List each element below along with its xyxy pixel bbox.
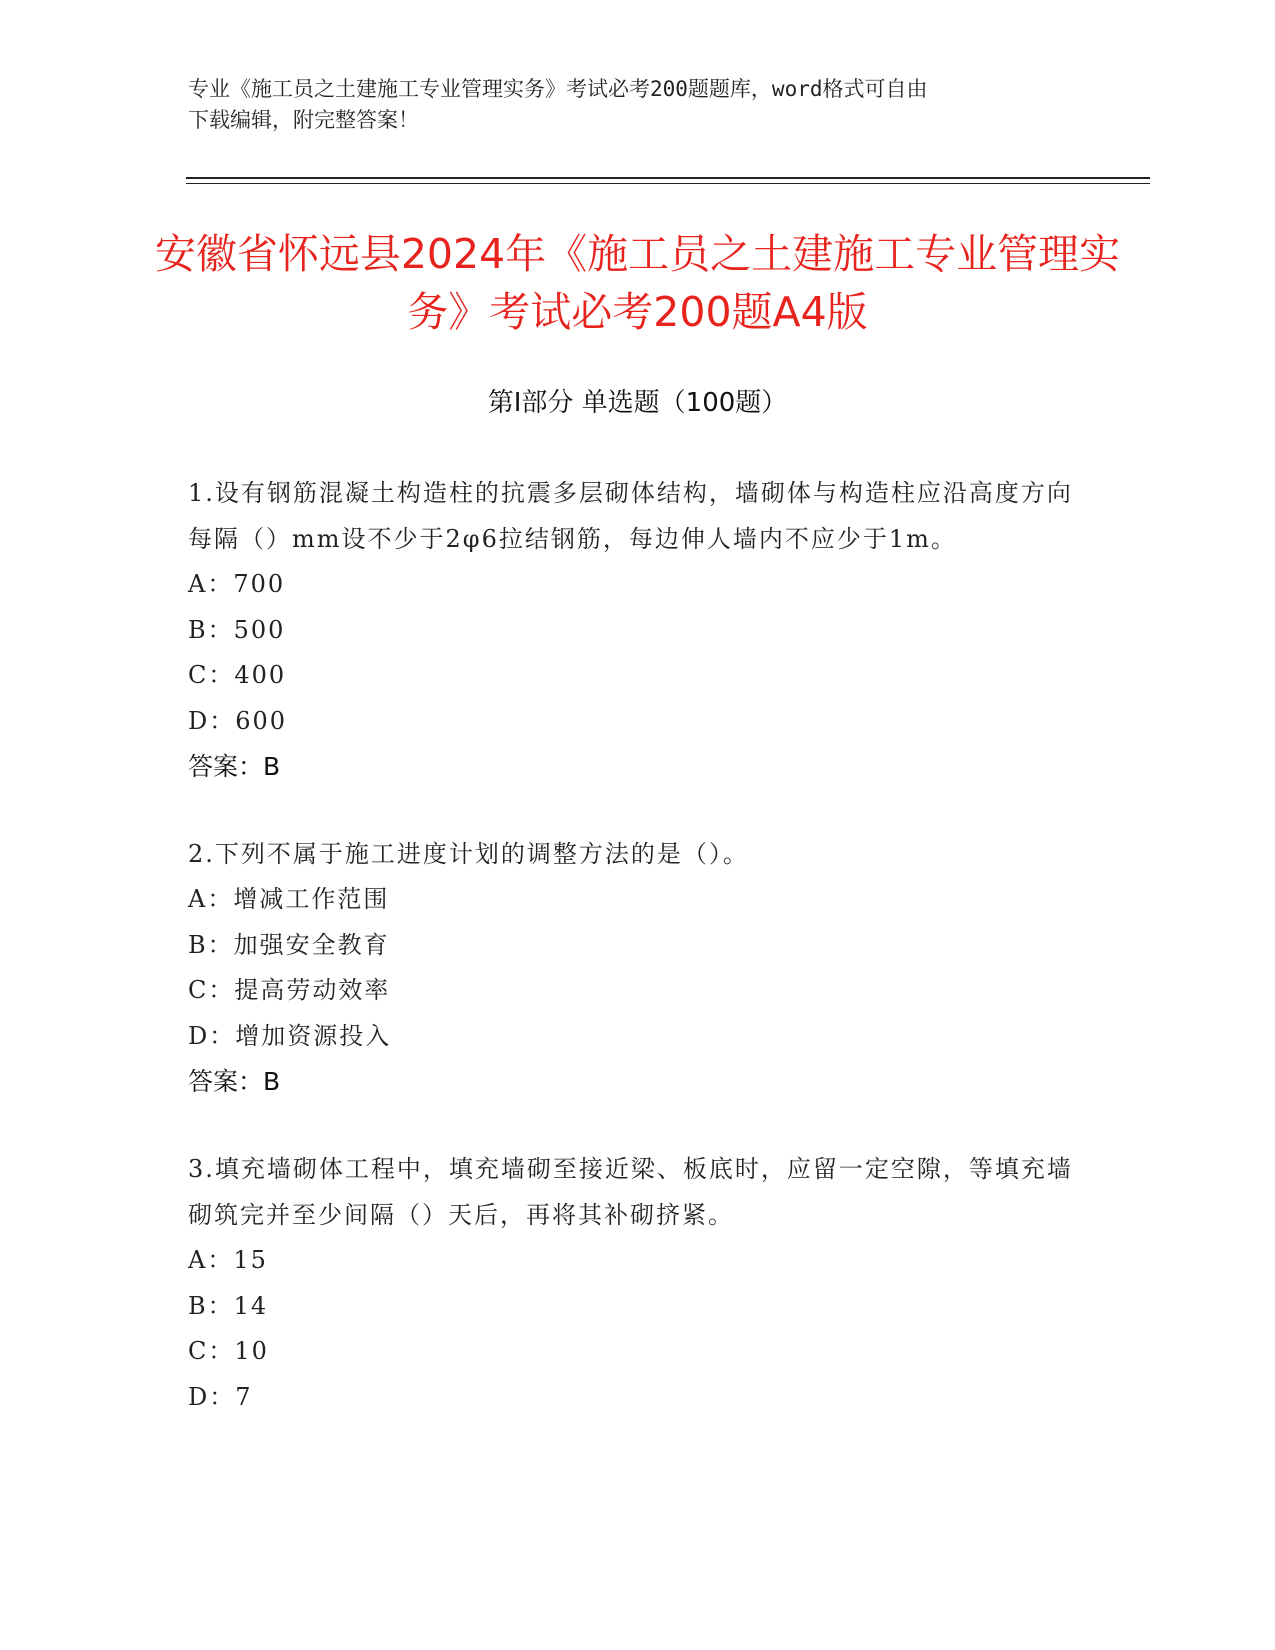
- question-list: [188, 470, 1088, 1420]
- question-stem: 1.设有钢筋混凝土构造柱的抗震多层砌体结构，墙砌体与构造柱应沿高度方向每隔（）mm设不少于2φ6拉结钢筋，每边伸人墙内不应少于1m。: [188, 479, 1073, 553]
- header-divider-thin: [186, 183, 1150, 184]
- section-heading: 第Ⅰ部分 单选题（100题）: [487, 388, 788, 418]
- option-d: D：增加资源投入: [188, 1021, 392, 1050]
- question-stem: 3.填充墙砌体工程中，填充墙砌至接近梁、板底时，应留一定空隙，等填充墙砌筑完并至少间隔（）天后，再将其补砌挤紧。: [188, 1155, 1073, 1229]
- option-d: D：600: [188, 706, 288, 735]
- option-a: A：增减工作范围: [188, 885, 390, 913]
- option-c: C：10: [188, 1337, 269, 1365]
- question-stem: 2.下列不属于施工进度计划的调整方法的是（）。: [188, 840, 749, 868]
- option-d: D：7: [188, 1382, 253, 1411]
- option-b: B：14: [188, 1291, 269, 1320]
- header-divider-thick: [186, 177, 1150, 179]
- header-note: 专业《施工员之土建施工专业管理实务》考试必考200题题库，word格式可自由 下载编辑，附完整答案！: [188, 77, 928, 132]
- option-b: B：500: [188, 615, 286, 644]
- option-a: A：700: [188, 570, 286, 598]
- question-3: [188, 1146, 1088, 1420]
- option-a: A：15: [188, 1246, 268, 1274]
- option-b: B：加强安全教育: [188, 930, 390, 959]
- answer: 答案：B: [188, 1067, 281, 1096]
- option-c: C：提高劳动效率: [188, 976, 391, 1004]
- question-1: [188, 470, 1088, 789]
- answer: 答案：B: [188, 752, 281, 781]
- document-title: 安徽省怀远县2024年《施工员之土建施工专业管理实务》考试必考200题A4版: [154, 230, 1121, 336]
- question-2: [188, 831, 1088, 1104]
- option-c: C：400: [188, 661, 287, 689]
